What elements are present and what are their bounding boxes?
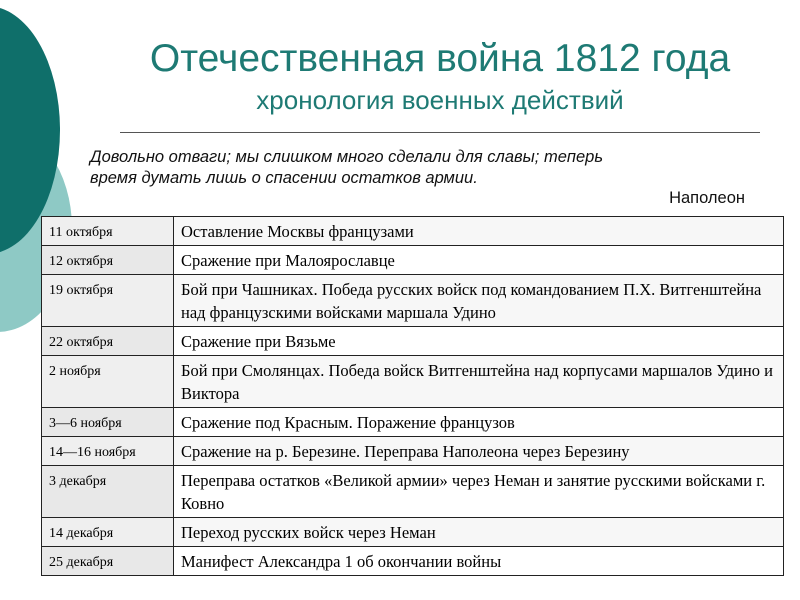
event-cell: Переправа остатков «Великой армии» через Неман и занятие русскими войсками г. Ковно (174, 466, 784, 518)
slide-title: Отечественная война 1812 года (149, 37, 731, 80)
event-cell: Переход русских войск через Неман (174, 518, 784, 547)
date-cell: 25 декабря (42, 547, 174, 576)
date-cell: 2 ноября (42, 356, 174, 408)
slide-subtitle: хронология военных действий (256, 85, 624, 115)
table-row (42, 217, 784, 246)
table-row (42, 327, 784, 356)
quote-line-1: Довольно отваги; мы слишком много сделали для славы; теперь (90, 148, 603, 166)
title-divider (120, 132, 760, 133)
table-row (42, 275, 784, 327)
table-row (42, 518, 784, 547)
quote-author: Наполеон (669, 189, 745, 207)
date-cell: 3—6 ноября (42, 408, 174, 437)
date-cell: 11 октября (42, 217, 174, 246)
table-row (42, 408, 784, 437)
event-cell: Сражение на р. Березине. Переправа Наполеона через Березину (174, 437, 784, 466)
table-row (42, 246, 784, 275)
event-cell: Бой при Чашниках. Победа русских войск под командованием П.Х. Витгенштейна над французскими войсками маршала Удино (174, 275, 784, 327)
event-cell: Манифест Александра 1 об окончании войны (174, 547, 784, 576)
date-cell: 19 октября (42, 275, 174, 327)
table-row (42, 356, 784, 408)
date-cell: 14—16 ноября (42, 437, 174, 466)
date-cell: 14 декабря (42, 518, 174, 547)
date-cell: 12 октября (42, 246, 174, 275)
event-cell: Сражение под Красным. Поражение французов (174, 408, 784, 437)
event-cell: Сражение при Малоярославце (174, 246, 784, 275)
epigraph-quote (90, 147, 770, 189)
chronology-table (41, 216, 784, 576)
table-row (42, 547, 784, 576)
event-cell: Сражение при Вязьме (174, 327, 784, 356)
quote-line-2: время думать лишь о спасении остатков армии. (90, 169, 478, 187)
event-cell: Оставление Москвы французами (174, 217, 784, 246)
table-row (42, 437, 784, 466)
table-row (42, 466, 784, 518)
date-cell: 3 декабря (42, 466, 174, 518)
date-cell: 22 октября (42, 327, 174, 356)
event-cell: Бой при Смолянцах. Победа войск Витгенштейна над корпусами маршалов Удино и Виктора (174, 356, 784, 408)
